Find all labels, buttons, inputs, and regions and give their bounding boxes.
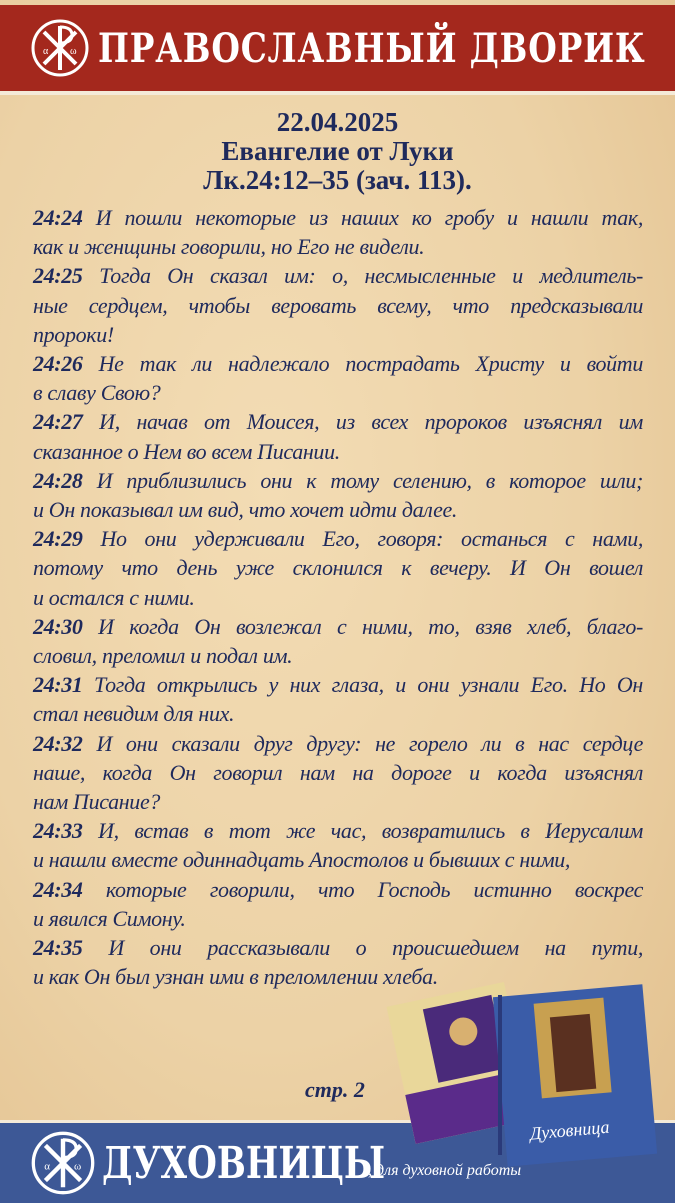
verse-line	[33, 320, 643, 349]
verse-line	[33, 349, 643, 378]
verse-text: словил, преломил и подал им.	[33, 643, 293, 669]
verse-text: Тогда открылись у них глаза, и они узнали Его. Но Он	[82, 672, 643, 698]
verse-line	[33, 904, 643, 933]
verse-text: потому что день уже склонился к вечеру. И Он вошел	[33, 555, 643, 581]
verse-number: 24:25	[33, 263, 83, 289]
verse-line	[33, 583, 643, 612]
verse-line	[33, 816, 643, 845]
verse-line	[33, 407, 643, 436]
verse-text: сказанное о Нем во всем Писании.	[33, 438, 340, 464]
verse-line	[33, 699, 643, 728]
verse-number: 24:33	[33, 818, 83, 844]
footer-brand: ДУХОВНИЦЫ	[102, 1137, 386, 1189]
verse-text: стал невидим для них.	[33, 701, 235, 727]
verse-text: наше, когда Он говорил нам на дороге и когда изъяснял	[33, 759, 643, 785]
reading-reference: Лк.24:12–35 (зач. 113).	[203, 165, 472, 195]
verse-line	[33, 495, 643, 524]
verse-line	[33, 378, 643, 407]
verse-text: и нашли вместе одиннадцать Апостолов и бывших с ними,	[33, 847, 571, 873]
verse-line	[33, 641, 643, 670]
verse-line	[33, 758, 643, 787]
verse-line	[33, 670, 643, 699]
verse-line	[33, 845, 643, 874]
verse-text: И, встав в тот же час, возвратились в Иерусалим	[82, 818, 643, 844]
verse-text: И, начав от Моисея, из всех пророков изъяснял им	[82, 409, 643, 435]
verse-number: 24:29	[33, 526, 83, 552]
verse-line	[33, 232, 643, 261]
svg-text:ω: ω	[70, 46, 77, 57]
verse-text: И они рассказывали о происшедшем на пути,	[82, 935, 643, 961]
footer-tagline: , для духовной работы	[368, 1162, 522, 1179]
verse-line	[33, 787, 643, 816]
verse-number: 24:27	[33, 409, 83, 435]
verse-text: И приблизились они к тому селению, в которое шли;	[82, 467, 643, 493]
verse-text: и Он показывал им вид, что хочет идти далее.	[33, 497, 458, 523]
verse-number: 24:35	[33, 935, 83, 961]
verse-text: И когда Он возлежал с ними, то, взяв хлеб, благо-	[82, 613, 643, 639]
books-illustration	[360, 975, 670, 1175]
svg-text:α: α	[43, 46, 49, 57]
verse-text: как и женщины говорили, но Его не видели.	[33, 234, 425, 260]
verse-text: которые говорили, что Господь истинно воскрес	[82, 876, 643, 902]
gospel-name: Евангелие от Луки	[221, 136, 454, 166]
gospel-text	[33, 203, 643, 991]
verse-text: Тогда Он сказал им: о, несмысленные и медлитель-	[82, 263, 643, 289]
verse-number: 24:28	[33, 467, 83, 493]
verse-line	[33, 261, 643, 290]
book-title: Духовница	[529, 1116, 611, 1144]
verse-number: 24:31	[33, 672, 83, 698]
svg-text:ω: ω	[74, 1160, 82, 1173]
verse-text: И они сказали друг другу: не горело ли в нас сердце	[82, 730, 643, 756]
verse-text: в славу Свою?	[33, 380, 161, 406]
chi-rho-logo-icon	[30, 1130, 96, 1196]
verse-line	[33, 729, 643, 758]
verse-line	[33, 553, 643, 582]
verse-text: и как Он был узнан ими в преломлении хлеба.	[33, 964, 438, 990]
verse-text: нам Писание?	[33, 789, 161, 815]
verse-text: Не так ли надлежало пострадать Христу и войти	[82, 351, 643, 377]
verse-text: ные сердцем, чтобы веровать всему, что предсказывали	[33, 292, 643, 318]
verse-number: 24:30	[33, 613, 83, 639]
verse-line	[33, 875, 643, 904]
verse-text: Но они удерживали Его, говоря: останься с нами,	[82, 526, 643, 552]
page-number: стр. 2	[305, 1077, 365, 1102]
verse-number: 24:26	[33, 351, 83, 377]
verse-line	[33, 203, 643, 232]
svg-text:α: α	[44, 1160, 51, 1173]
verse-text: пророки!	[33, 321, 114, 347]
verse-number: 24:34	[33, 876, 83, 902]
header-bar	[0, 5, 675, 95]
verse-line	[33, 466, 643, 495]
verse-line	[33, 933, 643, 962]
verse-line	[33, 291, 643, 320]
verse-text: и остался с ними.	[33, 584, 195, 610]
verse-line	[33, 612, 643, 641]
verse-number: 24:24	[33, 205, 83, 230]
verse-text: и явился Симону.	[33, 905, 186, 931]
chi-rho-logo-icon	[30, 18, 90, 78]
verse-number: 24:32	[33, 730, 83, 756]
verse-text: И пошли некоторые из наших ко гробу и нашли так,	[82, 205, 643, 230]
brand-title: ПРАВОСЛАВНЫЙ ДВОРИК	[98, 24, 646, 72]
verse-line	[33, 524, 643, 553]
verse-line	[33, 437, 643, 466]
reading-date: 22.04.2025	[276, 107, 399, 137]
reading-header	[0, 108, 675, 195]
